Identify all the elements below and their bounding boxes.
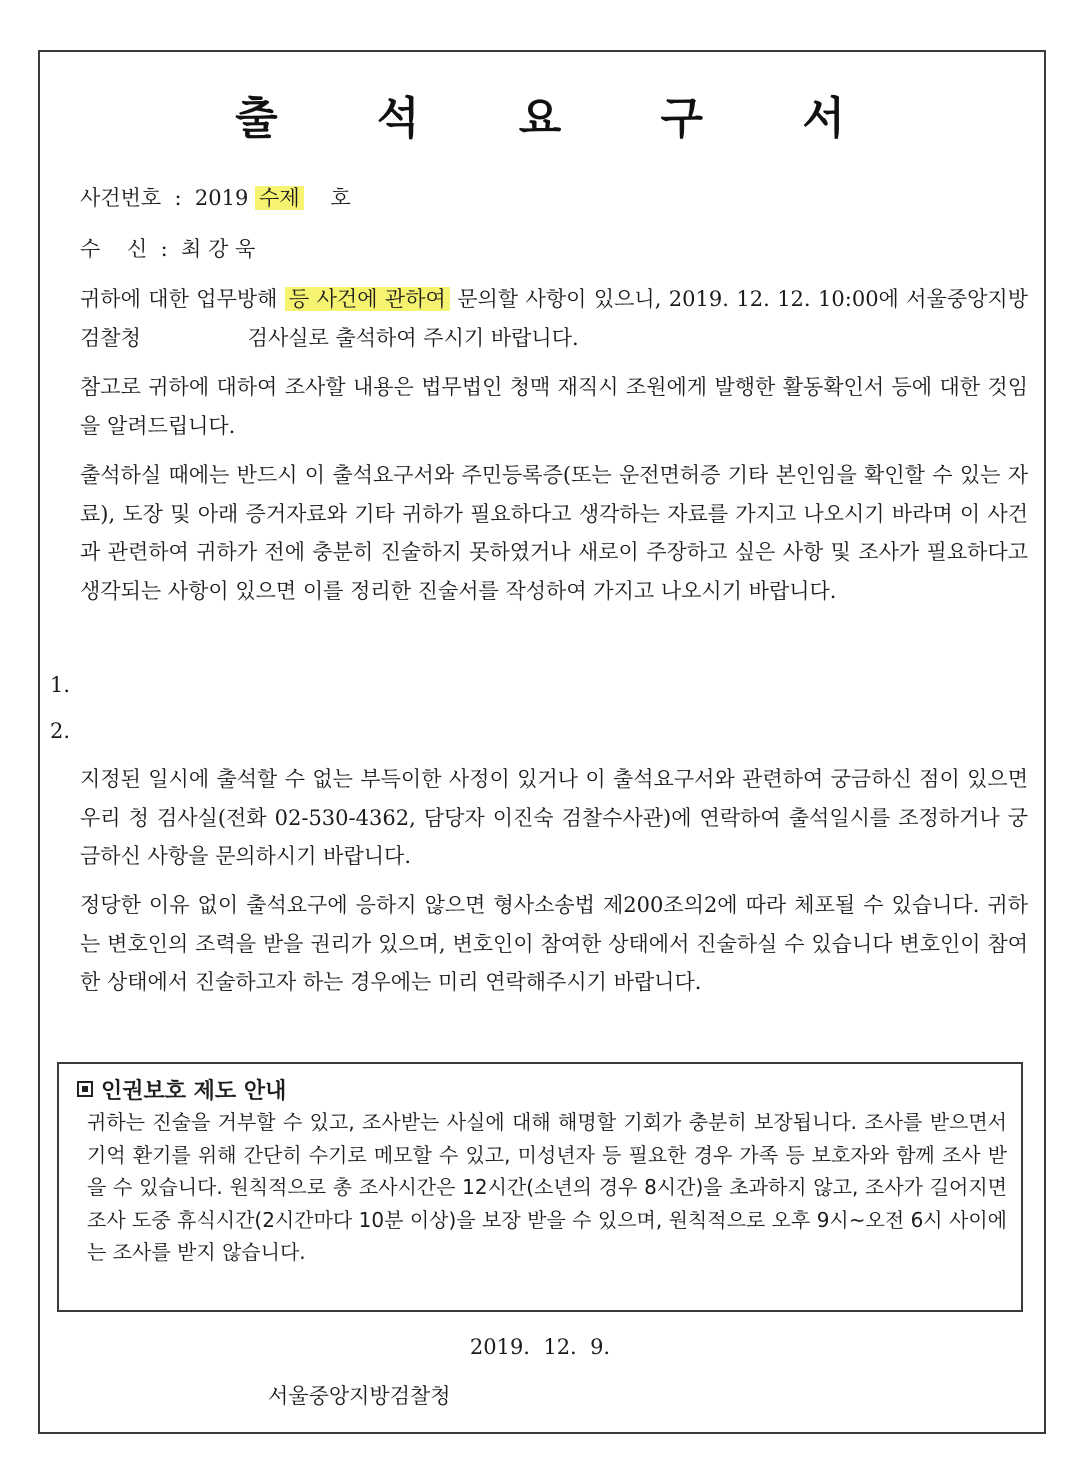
paragraph-reference: 참고로 귀하에 대하여 조사할 내용은 법무법인 청맥 재직시 조원에게 발행한 활동확인서 등에 대한 것임을 알려드립니다.	[80, 375, 1028, 438]
issue-date: 2019. 12. 9.	[469, 1335, 611, 1359]
paragraph-instructions: 출석하실 때에는 반드시 이 출석요구서와 주민등록증(또는 운전면허증 기타 본인임을 확인할 수 있는 자료), 도장 및 아래 증거자료와 기타 귀하가 필요하다고 생각하는 자료를 가지고 나오시기 바라며 이 사건과 관련하여 귀하가 전에 충분히 진술하지 못하였거나 새로이 주장하고 싶은 사항 및 조사가 필요하다고 생각되는 사항이 있으면 이를 정리한 진술서를 작성하여 가지고 나오시기 바랍니다.	[80, 463, 1028, 603]
notice-title	[77, 1074, 286, 1105]
recipient-line: 수 신 : 최 강 욱	[80, 237, 256, 261]
square-bullet-icon	[77, 1081, 93, 1097]
list-item-1: 1.	[50, 673, 71, 697]
paragraph-summons-end: 문의할 사항이 있으니, 2019. 12. 12. 10:00에 서울중앙지방검찰청 검사실로 출석하여 주시기 바랍니다.	[80, 287, 1028, 350]
notice-title-text: 인권보호 제도 안내	[101, 1079, 287, 1104]
human-rights-notice-box	[57, 1062, 1023, 1312]
paragraph-summons	[80, 280, 1028, 357]
paragraph-contact: 지정된 일시에 출석할 수 없는 부득이한 사정이 있거나 이 출석요구서와 관련하여 궁금하신 점이 있으면 우리 청 검사실(전화 02-530-4362, 담당자 이진숙 검찰수사관)에 연락하여 출석일시를 조정하거나 궁금하신 사항을 문의하시기 바랍니다.	[80, 767, 1028, 868]
issuing-office: 서울중앙지방검찰청	[268, 1384, 451, 1408]
document-title: 출 석 요 구 서	[235, 93, 887, 144]
case-number	[80, 185, 351, 211]
paragraph-summons-start: 귀하에 대한 업무방해	[80, 287, 285, 311]
case-number-label: 사건번호 : 2019	[80, 186, 256, 210]
paragraph-summons-highlight: 등 사건에 관하여	[285, 287, 450, 311]
notice-body: 귀하는 진술을 거부할 수 있고, 조사받는 사실에 대해 해명할 기회가 충분히 보장됩니다. 조사를 받으면서 기억 환기를 위해 간단히 수기로 메모할 수 있고, 미성년자 등 필요한 경우 가족 등 보호자와 함께 조사 받을 수 있습니다. 원칙적으로 총 조사시간은 12시간(소년의 경우 8시간)을 초과하지 않고, 조사가 길어지면 조사 도중 휴식시간(2시간마다 10분 이상)을 보장 받을 수 있으며, 원칙적으로 오후 9시~오전 6시 사이에는 조사를 받지 않습니다.	[87, 1110, 1007, 1264]
case-number-suffix: 호	[303, 186, 351, 210]
case-number-highlight: 수제	[255, 186, 304, 210]
list-item-2: 2.	[50, 719, 71, 743]
paragraph-warning: 정당한 이유 없이 출석요구에 응하지 않으면 형사소송법 제200조의2에 따라 체포될 수 있습니다. 귀하는 변호인의 조력을 받을 권리가 있으며, 변호인이 참여한 상태에서 진술하실 수 있습니다 변호인이 참여한 상태에서 진술하고자 하는 경우에는 미리 연락해주시기 바랍니다.	[80, 893, 1028, 994]
